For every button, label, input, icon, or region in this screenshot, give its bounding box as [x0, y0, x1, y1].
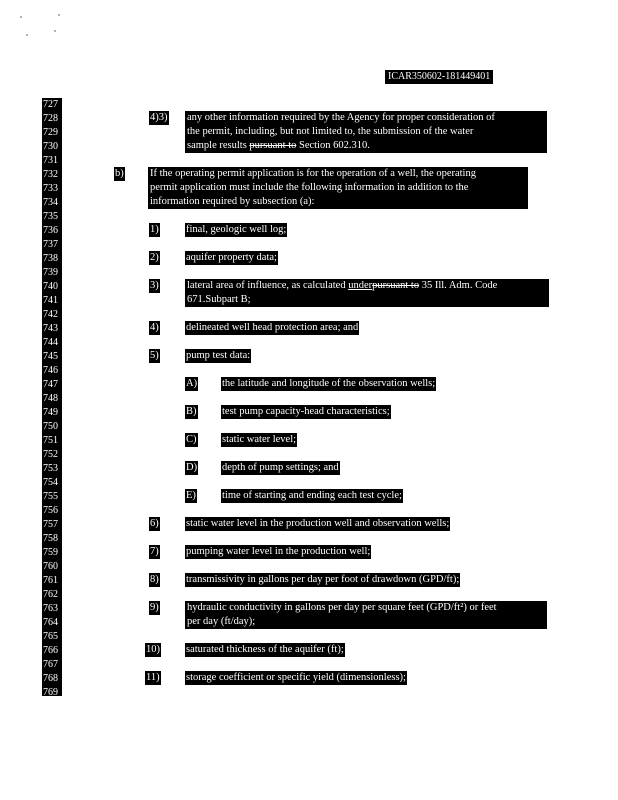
line-number: 759: [43, 547, 58, 558]
line-number: 737: [43, 239, 58, 250]
line-number: 751: [43, 435, 58, 446]
text-line: per day (ft/day);: [187, 616, 256, 627]
line-number: 738: [43, 253, 58, 264]
line-number: 744: [43, 337, 58, 348]
item-marker: 8): [150, 574, 159, 585]
item-marker: 2): [150, 252, 159, 263]
subitem-marker: C): [186, 434, 197, 445]
line-number: 730: [43, 141, 58, 152]
item-marker: 4): [150, 322, 159, 333]
line-number: 758: [43, 533, 58, 544]
item-marker: 9): [150, 602, 159, 613]
item-marker: 11): [146, 672, 160, 683]
item-2-text: aquifer property data;: [186, 252, 277, 263]
line-number: 740: [43, 281, 58, 292]
line-number: 743: [43, 323, 58, 334]
subitem-c-text: static water level;: [222, 434, 297, 445]
line-number: 766: [43, 645, 58, 656]
item-marker: 1): [150, 224, 159, 235]
line-number: 727: [43, 99, 58, 110]
item-4-text: delineated well head protection area; and: [186, 322, 359, 333]
text-line: permit application must include the following information in addition to the: [150, 182, 469, 193]
line-number: 757: [43, 519, 58, 530]
struck-text: pursuant to: [249, 140, 297, 151]
subsection-marker: b): [115, 168, 124, 179]
line-number: 753: [43, 463, 58, 474]
line-number: 734: [43, 197, 58, 208]
line-number: 752: [43, 449, 58, 460]
subitem-marker: D): [186, 462, 198, 473]
scan-specks: [18, 12, 68, 42]
line-number: 760: [43, 561, 58, 572]
line-number: 754: [43, 477, 58, 488]
item-10-text: saturated thickness of the aquifer (ft);: [186, 644, 344, 655]
subitem-marker: E): [186, 490, 196, 501]
line-number: 735: [43, 211, 58, 222]
line-number: 755: [43, 491, 58, 502]
text-line: sample results pursuant to Section 602.310.: [187, 140, 370, 151]
text-line: the permit, including, but not limited to, the submission of the water: [187, 126, 474, 137]
line-number: 746: [43, 365, 58, 376]
item-marker: 7): [150, 546, 159, 557]
line-number: 733: [43, 183, 58, 194]
subitem-b-text: test pump capacity-head characteristics;: [222, 406, 390, 417]
line-number: 750: [43, 421, 58, 432]
item-1-text: final, geologic well log;: [186, 224, 287, 235]
text-line: 671.Subpart B;: [187, 294, 251, 305]
line-number: 728: [43, 113, 58, 124]
line-number: 739: [43, 267, 58, 278]
text-line: hydraulic conductivity in gallons per day per square feet (GPD/ft²) or feet: [187, 602, 497, 613]
subitem-marker: A): [186, 378, 198, 389]
line-number: 763: [43, 603, 58, 614]
item-7-text: pumping water level in the production well;: [186, 546, 371, 557]
item-3-text: [185, 279, 549, 307]
item-marker: 6): [150, 518, 159, 529]
line-number: 768: [43, 673, 58, 684]
subsection-b-text: [148, 167, 528, 209]
line-number: 741: [43, 295, 58, 306]
text-line: lateral area of influence, as calculated underpursuant to 35 Ill. Adm. Code: [187, 280, 498, 291]
line-number: 764: [43, 617, 58, 628]
item-9-text: [185, 601, 547, 629]
line-number: 748: [43, 393, 58, 404]
text-line: If the operating permit application is for the operation of a well, the operating: [150, 168, 476, 179]
item-4-text: [185, 111, 547, 153]
line-number: 742: [43, 309, 58, 320]
inserted-text: under: [348, 280, 373, 291]
line-number: 732: [43, 169, 58, 180]
item-5-text: pump test data:: [186, 350, 251, 361]
line-number: 729: [43, 127, 58, 138]
subitem-marker: B): [186, 406, 197, 417]
line-number: 736: [43, 225, 58, 236]
subitem-e-text: time of starting and ending each test cycle;: [222, 490, 402, 501]
item-8-text: transmissivity in gallons per day per foot of drawdown (GPD/ft);: [186, 574, 460, 585]
item-marker: 4)3): [150, 112, 168, 123]
line-number: 756: [43, 505, 58, 516]
line-number: 731: [43, 155, 58, 166]
item-6-text: static water level in the production well and observation wells;: [186, 518, 450, 529]
struck-text: pursuant to: [372, 280, 420, 291]
line-number: 769: [43, 687, 58, 698]
subitem-d-text: depth of pump settings; and: [222, 462, 339, 473]
text-line: any other information required by the Agency for proper consideration of: [187, 112, 495, 123]
document-id: ICAR350602-181449401: [385, 70, 493, 84]
item-11-text: storage coefficient or specific yield (dimensionless);: [186, 672, 406, 683]
line-number: 765: [43, 631, 58, 642]
subitem-a-text: the latitude and longitude of the observation wells;: [222, 378, 436, 389]
text-line: information required by subsection (a):: [150, 196, 315, 207]
item-marker: 5): [150, 350, 159, 361]
line-number: 745: [43, 351, 58, 362]
item-marker: 3): [150, 280, 159, 291]
line-number: 749: [43, 407, 58, 418]
line-number: 761: [43, 575, 58, 586]
line-number: 762: [43, 589, 58, 600]
line-number: 747: [43, 379, 58, 390]
line-number: 767: [43, 659, 58, 670]
item-marker: 10): [146, 644, 160, 655]
